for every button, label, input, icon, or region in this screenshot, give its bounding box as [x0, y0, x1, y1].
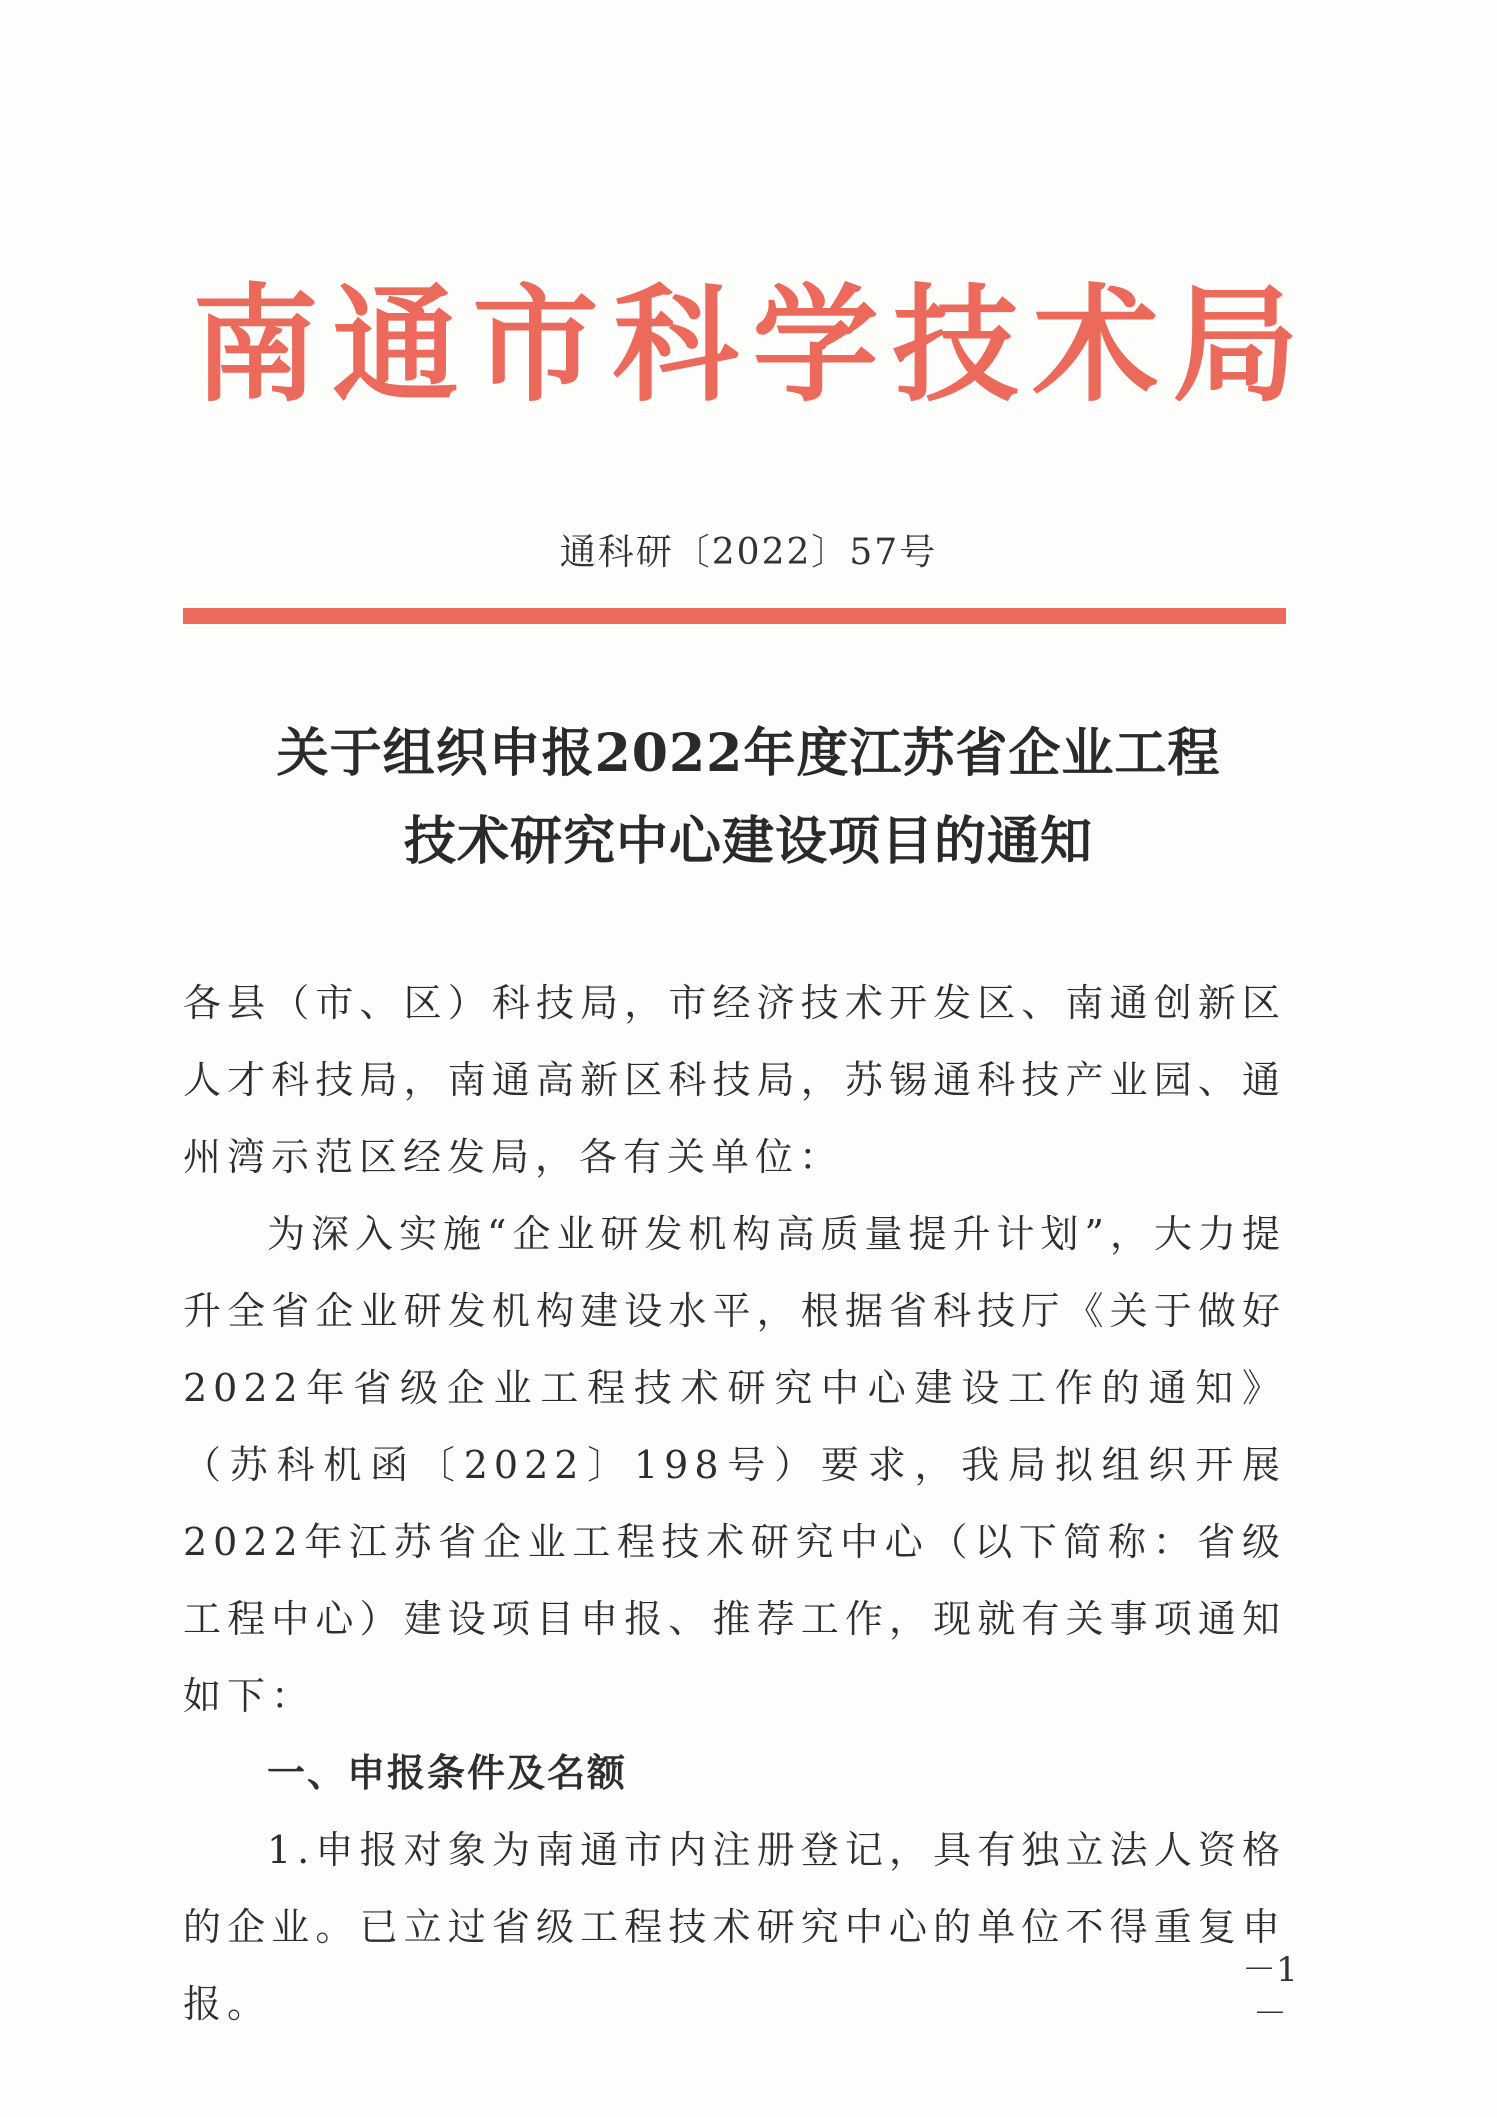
section-heading-1: 一、申报条件及名额 [267, 1751, 628, 1795]
document-number: 通科研〔2022〕57号 [559, 532, 938, 573]
organization-header: 南通市科学技术局 [192, 271, 1313, 419]
document-title-line-2: 技术研究中心建设项目的通知 [403, 811, 1093, 872]
document-title-line-1: 关于组织申报2022年度江苏省企业工程 [276, 723, 1221, 784]
document-body [183, 965, 1286, 2043]
red-divider-line [183, 608, 1286, 624]
intro-paragraph: 为深入实施“企业研发机构高质量提升计划”，大力提升全省企业研发机构建设水平，根据省科技厅《关于做好2022年省级企业工程技术研究中心建设工作的通知》（苏科机函〔2022〕198号）要求，我局拟组织开展2022年江苏省企业工程技术研究中心（以下简称：省级工程中心）建设项目申报、推荐工作，现就有关事项通知如下： [183, 1212, 1286, 1718]
document-title [0, 710, 1497, 886]
page-number: －1－ [1242, 1950, 1298, 2034]
item-1-paragraph: 1.申报对象为南通市内注册登记，具有独立法人资格的企业。已立过省级工程技术研究中心的单位不得重复申报。 [183, 1828, 1286, 2026]
addressees-paragraph: 各县（市、区）科技局，市经济技术开发区、南通创新区人才科技局，南通高新区科技局，苏锡通科技产业园、通州湾示范区经发局，各有关单位： [183, 981, 1286, 1179]
